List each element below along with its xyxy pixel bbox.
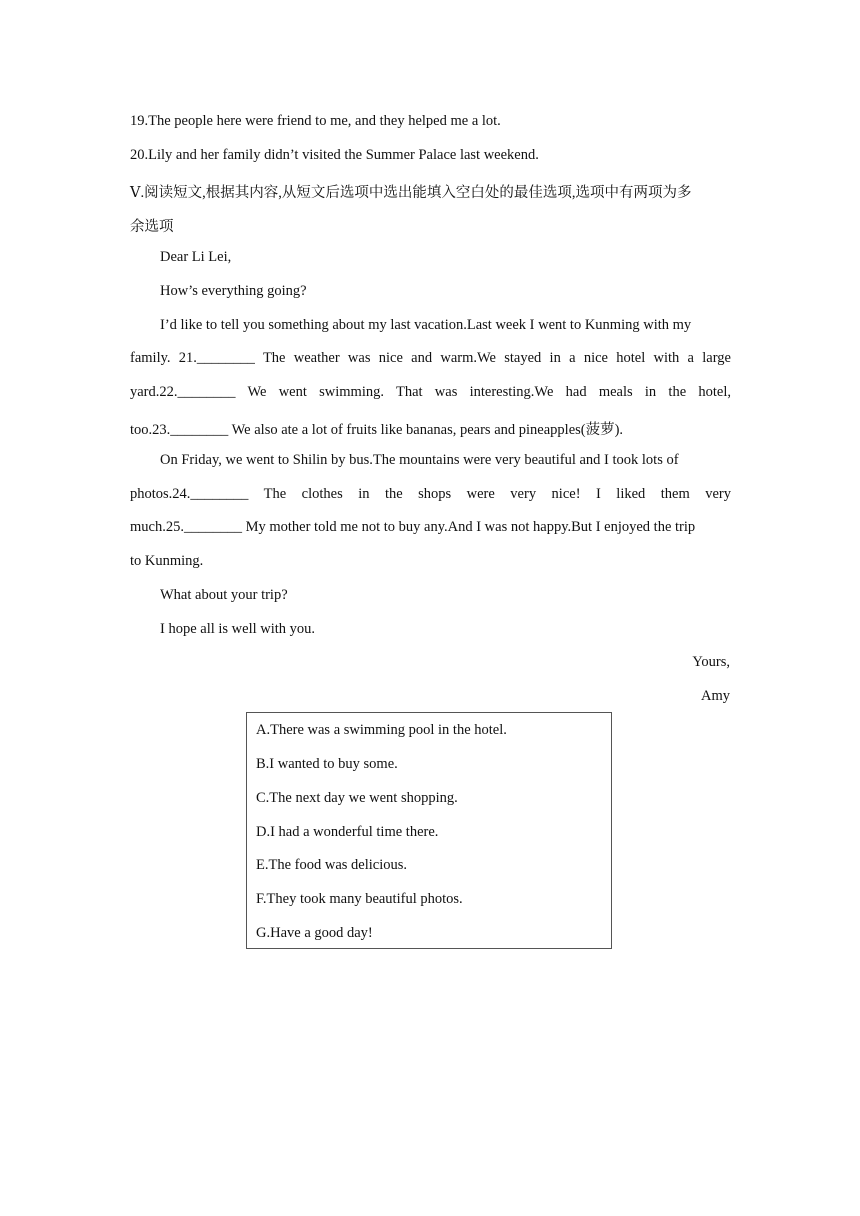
letter-greeting: Dear Li Lei, — [160, 249, 232, 265]
section-v-instruction-line2: 余选项 — [130, 219, 174, 235]
paragraph2-line4: to Kunming. — [130, 553, 204, 569]
paragraph3: What about your trip? — [160, 587, 288, 603]
paragraph1-line3: yard.22.________ We went swimming. That was interesting.We had meals in the hotel, — [130, 384, 731, 400]
paragraph1-line1: I’d like to tell you something about my last vacation.Last week I went to Kunming with my — [160, 317, 692, 333]
question-19: 19.The people here were friend to me, and they helped me a lot. — [130, 113, 501, 129]
option-f: F.They took many beautiful photos. — [256, 891, 463, 907]
option-b: B.I wanted to buy some. — [256, 756, 398, 772]
question-20: 20.Lily and her family didn’t visited the Summer Palace last weekend. — [130, 147, 539, 163]
option-g: G.Have a good day! — [256, 925, 373, 941]
options-box — [246, 712, 612, 949]
option-a: A.There was a swimming pool in the hotel. — [256, 722, 507, 738]
letter-closing: Yours, — [692, 654, 730, 670]
option-d: D.I had a wonderful time there. — [256, 824, 439, 840]
option-e: E.The food was delicious. — [256, 857, 408, 873]
paragraph1-line4: too.23.________ We also ate a lot of fruits like bananas, pears and pineapples(菠萝). — [130, 422, 624, 438]
paragraph2-line2: photos.24.________ The clothes in the shops were very nice! I liked them very — [130, 486, 731, 502]
paragraph2-line1: On Friday, we went to Shilin by bus.The mountains were very beautiful and I took lots of — [160, 452, 679, 468]
section-v-instruction-line1: Ⅴ.阅读短文,根据其内容,从短文后选项中选出能填入空白处的最佳选项,选项中有两项为多 — [130, 185, 692, 201]
option-c: C.The next day we went shopping. — [256, 790, 458, 806]
letter-opening: How’s everything going? — [160, 283, 307, 299]
paragraph1-line2: family. 21.________ The weather was nice and warm.We stayed in a nice hotel with a large — [130, 350, 731, 366]
paragraph4: I hope all is well with you. — [160, 621, 316, 637]
paragraph2-line3: much.25.________ My mother told me not to buy any.And I was not happy.But I enjoyed the trip — [130, 519, 696, 535]
letter-signature: Amy — [701, 688, 730, 704]
